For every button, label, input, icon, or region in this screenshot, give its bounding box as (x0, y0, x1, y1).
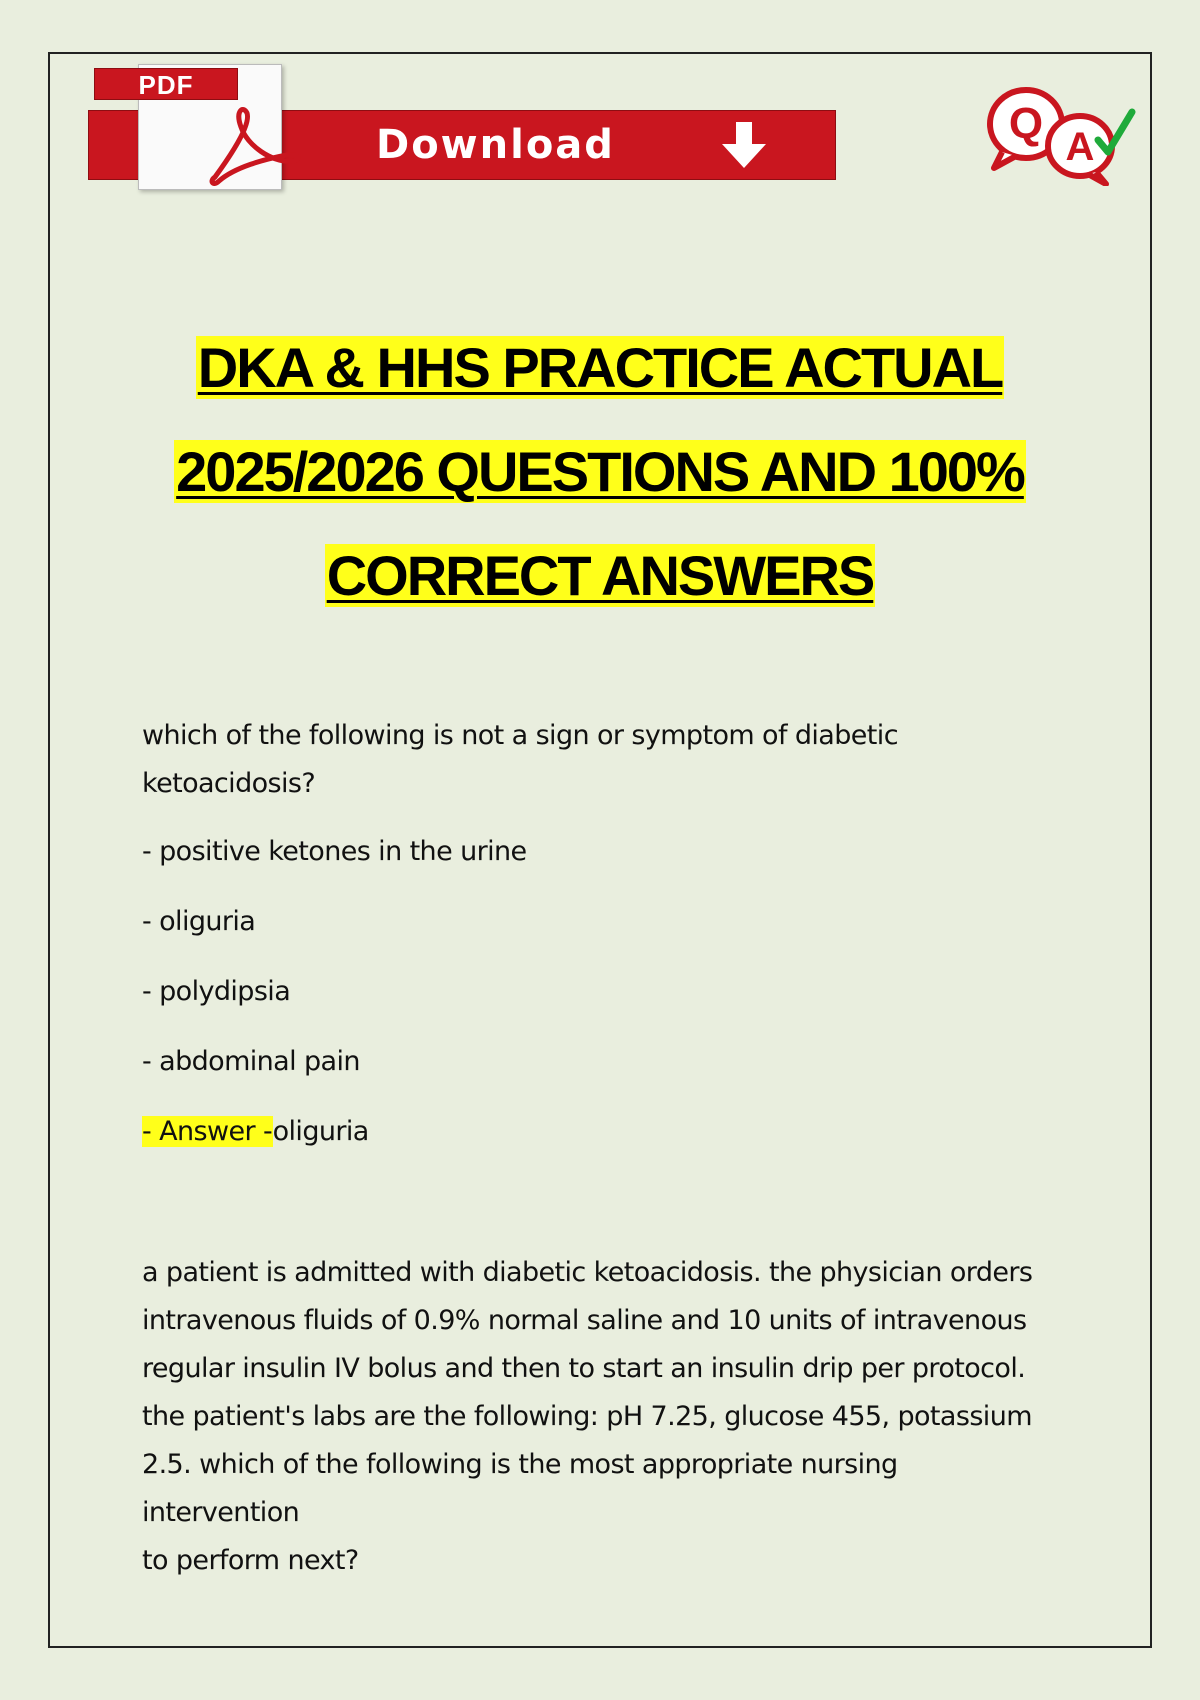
question-1-text (142, 712, 1062, 808)
question-2-line: intravenous fluids of 0.9% normal saline and 10 units of intravenous (142, 1305, 1027, 1336)
question-1-line: which of the following is not a sign or symptom of diabetic (142, 720, 898, 751)
download-arrow-icon[interactable] (716, 118, 772, 174)
download-label[interactable]: Download (376, 122, 615, 168)
document-title (60, 316, 1140, 628)
question-2-line: a patient is admitted with diabetic ketoacidosis. the physician orders (142, 1257, 1033, 1288)
answer-row (142, 1112, 369, 1152)
acrobat-icon (201, 105, 305, 189)
question-1-line: ketoacidosis? (142, 768, 316, 799)
question-2-line: 2.5. which of the following is the most appropriate nursing intervention (142, 1449, 898, 1528)
option-item: - oliguria (142, 906, 256, 937)
logo-q: Q (1008, 99, 1044, 148)
pdf-label: PDF (94, 68, 238, 100)
pdf-download-banner[interactable] (88, 64, 836, 190)
option-item: - polydipsia (142, 976, 291, 1007)
question-2-line: to perform next? (142, 1545, 359, 1576)
option-item: - positive ketones in the urine (142, 836, 527, 867)
question-2-line: regular insulin IV bolus and then to start an insulin drip per protocol. (142, 1353, 1026, 1384)
title-line-3: CORRECT ANSWERS (326, 544, 874, 607)
qa-logo-icon (980, 82, 1140, 186)
question-2-text (142, 1249, 1062, 1585)
logo-a: A (1065, 125, 1095, 169)
answer-value: oliguria (272, 1116, 369, 1147)
title-line-2: 2025/2026 QUESTIONS AND 100% (176, 440, 1024, 503)
answer-label: - Answer - (142, 1116, 273, 1147)
question-2-line: the patient's labs are the following: pH 7.25, glucose 455, potassium (142, 1401, 1032, 1432)
title-line-1: DKA & HHS PRACTICE ACTUAL (197, 336, 1003, 399)
option-item: - abdominal pain (142, 1046, 360, 1077)
